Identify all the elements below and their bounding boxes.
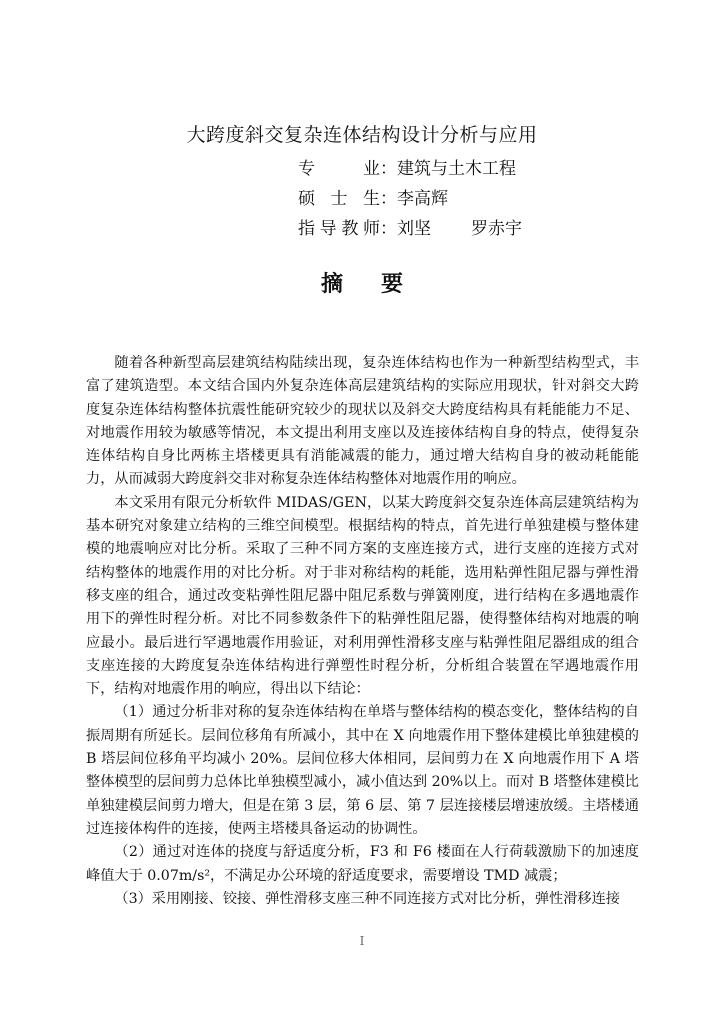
conclusion-item: （1）通过分析非对称的复杂连体结构在单塔与整体结构的模态变化，整体结构的自振周期有所延长。层间位移角有所减小，其中在 X 向地震作用下整体建模比单独建模的 B 塔层间位移角平均减小 20%。层间位移大体相同，层间剪力在 X 向地震作用下 A 塔整体模型的层间剪力总体比单独模型减小，减小值达到 20%以上。而对 B 塔整体建模比单独建模层间剪力增大，但是在第 3 层，第 6 层、第 7 层连接楼层增速放缓。主塔楼通过连接体构件的连接，使两主塔楼具备运动的协调性。	[86, 704, 639, 837]
advisor-separator: ：	[380, 219, 397, 239]
document-title: 大跨度斜交复杂连体结构设计分析与应用	[186, 124, 538, 146]
paragraph: 随着各种新型高层建筑结构陆续出现，复杂连体结构也作为一种新型结构型式，丰富了建筑造型。本文结合国内外复杂连体高层建筑结构的实际应用现状，针对斜交大跨度复杂连体结构整体抗震性能研究较少的现状以及斜交大跨度结构具有耗能能力不足、对地震作用较为敏感等情况，本文提出利用支座以及连接体结构自身的特点，使得复杂连体结构自身比两栋主塔楼更具有消能减震的能力，通过增大结构自身的被动耗能能力，从而减弱大跨度斜交非对称复杂连体结构整体对地震作用的响应。	[86, 355, 639, 488]
student-value: 李高辉	[397, 189, 448, 209]
student-line	[298, 184, 448, 209]
abstract-heading: 摘要	[320, 271, 441, 297]
student-separator: ：	[380, 189, 397, 209]
major-value: 建筑与土木工程	[397, 159, 516, 179]
major-label: 专业	[298, 159, 380, 179]
advisor-name-1: 刘坚	[397, 219, 431, 239]
advisor-label: 指导教师	[298, 219, 380, 239]
advisor-name-2: 罗赤宇	[471, 219, 522, 239]
student-label: 硕士生	[298, 189, 380, 209]
page-number: I	[359, 934, 365, 948]
major-separator: ：	[380, 159, 397, 179]
conclusion-item: （2）通过对连体的挠度与舒适度分析，F3 和 F6 楼面在人行荷载激励下的加速度峰值大于 0.07m/s²，不满足办公环境的舒适度要求，需要增设 TMD 减震；	[86, 844, 639, 884]
paragraph: 本文采用有限元分析软件 MIDAS/GEN，以某大跨度斜交复杂连体高层建筑结构为基本研究对象建立结构的三维空间模型。根据结构的特点，首先进行单独建模与整体建模的地震响应对比分析。采取了三种不同方案的支座连接方式，进行支座的连接方式对结构整体的地震作用的对比分析。对于非对称结构的耗能，选用粘弹性阻尼器与弹性滑移支座的组合，通过改变粘弹性阻尼器中阻尼系数与弹簧刚度，进行结构在多遇地震作用下的弹性时程分析。对比不同参数条件下的粘弹性阻尼器，使得整体结构对地震的响应最小。最后进行罕遇地震作用验证，对利用弹性滑移支座与粘弹性阻尼器组成的组合支座连接的大跨度复杂连体结构进行弹塑性时程分析，分析组合装置在罕遇地震作用下，结构对地震作用的响应，得出以下结论：	[86, 494, 639, 698]
advisor-line	[298, 214, 522, 239]
major-line	[298, 154, 516, 179]
conclusion-item: （3）采用刚接、铰接、弹性滑移支座三种不同连接方式对比分析，弹性滑移连接	[114, 890, 620, 907]
abstract-body	[86, 352, 639, 911]
